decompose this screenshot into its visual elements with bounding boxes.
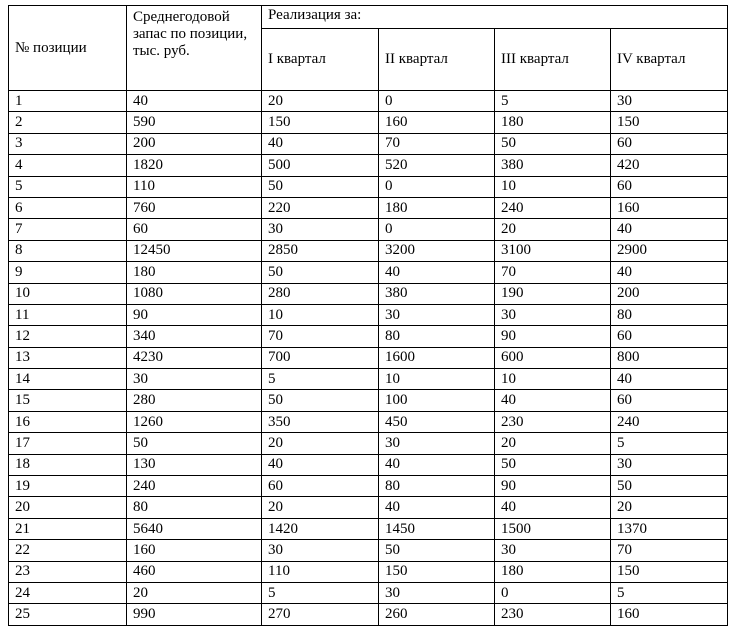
table-row (9, 176, 728, 197)
cell-q1: 20 (262, 433, 379, 454)
cell-q2: 30 (379, 433, 495, 454)
cell-q1: 30 (262, 540, 379, 561)
cell-q1: 20 (262, 91, 379, 112)
cell-q2: 1600 (379, 347, 495, 368)
cell-q3: 10 (495, 176, 611, 197)
cell-q1: 5 (262, 369, 379, 390)
cell-position: 14 (9, 369, 127, 390)
cell-position: 24 (9, 582, 127, 603)
table-row (9, 518, 728, 539)
cell-stock: 760 (127, 197, 262, 218)
cell-q4: 150 (611, 112, 728, 133)
cell-stock: 180 (127, 262, 262, 283)
cell-stock: 50 (127, 433, 262, 454)
cell-position: 15 (9, 390, 127, 411)
cell-q2: 260 (379, 604, 495, 625)
cell-q2: 0 (379, 219, 495, 240)
cell-position: 3 (9, 133, 127, 154)
cell-stock: 110 (127, 176, 262, 197)
cell-q1: 50 (262, 262, 379, 283)
cell-q3: 90 (495, 476, 611, 497)
cell-q1: 30 (262, 219, 379, 240)
header-quarter-4: IV квартал (611, 29, 728, 91)
cell-position: 19 (9, 476, 127, 497)
cell-position: 17 (9, 433, 127, 454)
cell-q1: 700 (262, 347, 379, 368)
cell-q4: 160 (611, 197, 728, 218)
table-row (9, 347, 728, 368)
cell-q3: 190 (495, 283, 611, 304)
cell-position: 25 (9, 604, 127, 625)
table-row (9, 476, 728, 497)
cell-q2: 160 (379, 112, 495, 133)
cell-q1: 40 (262, 454, 379, 475)
cell-q4: 40 (611, 369, 728, 390)
sales-table (8, 5, 728, 626)
table-row (9, 112, 728, 133)
cell-position: 9 (9, 262, 127, 283)
cell-q2: 380 (379, 283, 495, 304)
cell-q2: 40 (379, 454, 495, 475)
cell-position: 1 (9, 91, 127, 112)
cell-q3: 1500 (495, 518, 611, 539)
cell-q2: 80 (379, 326, 495, 347)
cell-q4: 60 (611, 326, 728, 347)
header-stock: Среднегодовой запас по позиции, тыс. руб. (127, 6, 262, 91)
table-row (9, 133, 728, 154)
cell-q1: 350 (262, 411, 379, 432)
table-row (9, 304, 728, 325)
table-row (9, 411, 728, 432)
cell-q4: 200 (611, 283, 728, 304)
cell-q4: 30 (611, 454, 728, 475)
cell-q3: 90 (495, 326, 611, 347)
table-row (9, 390, 728, 411)
cell-q4: 240 (611, 411, 728, 432)
cell-stock: 4230 (127, 347, 262, 368)
header-sales-group: Реализация за: (262, 6, 728, 29)
cell-position: 23 (9, 561, 127, 582)
cell-q4: 50 (611, 476, 728, 497)
cell-q4: 30 (611, 91, 728, 112)
cell-q3: 180 (495, 561, 611, 582)
cell-q1: 60 (262, 476, 379, 497)
cell-q2: 3200 (379, 240, 495, 261)
cell-position: 16 (9, 411, 127, 432)
cell-q4: 40 (611, 262, 728, 283)
cell-stock: 590 (127, 112, 262, 133)
cell-q2: 450 (379, 411, 495, 432)
header-quarter-1: I квартал (262, 29, 379, 91)
cell-q4: 70 (611, 540, 728, 561)
cell-q1: 50 (262, 390, 379, 411)
table-row (9, 369, 728, 390)
header-quarter-3: III квартал (495, 29, 611, 91)
cell-position: 2 (9, 112, 127, 133)
table-row (9, 604, 728, 625)
cell-position: 20 (9, 497, 127, 518)
table-row (9, 326, 728, 347)
cell-q2: 70 (379, 133, 495, 154)
cell-q2: 80 (379, 476, 495, 497)
cell-q1: 220 (262, 197, 379, 218)
cell-q2: 100 (379, 390, 495, 411)
cell-q1: 40 (262, 133, 379, 154)
header-quarter-2: II квартал (379, 29, 495, 91)
cell-q4: 5 (611, 582, 728, 603)
table-body (9, 91, 728, 626)
cell-q1: 500 (262, 155, 379, 176)
cell-stock: 160 (127, 540, 262, 561)
cell-q1: 10 (262, 304, 379, 325)
cell-q3: 40 (495, 390, 611, 411)
cell-position: 4 (9, 155, 127, 176)
cell-q1: 5 (262, 582, 379, 603)
cell-q3: 10 (495, 369, 611, 390)
cell-q3: 30 (495, 304, 611, 325)
table-row (9, 219, 728, 240)
cell-stock: 130 (127, 454, 262, 475)
cell-q3: 40 (495, 497, 611, 518)
cell-q4: 150 (611, 561, 728, 582)
cell-q1: 270 (262, 604, 379, 625)
cell-q1: 20 (262, 497, 379, 518)
cell-q3: 30 (495, 540, 611, 561)
table-row (9, 155, 728, 176)
cell-q2: 520 (379, 155, 495, 176)
cell-q3: 20 (495, 433, 611, 454)
cell-q2: 40 (379, 497, 495, 518)
cell-q3: 5 (495, 91, 611, 112)
cell-q4: 5 (611, 433, 728, 454)
cell-q3: 240 (495, 197, 611, 218)
cell-q2: 150 (379, 561, 495, 582)
cell-stock: 460 (127, 561, 262, 582)
cell-stock: 340 (127, 326, 262, 347)
cell-q4: 20 (611, 497, 728, 518)
cell-q2: 40 (379, 262, 495, 283)
cell-stock: 1080 (127, 283, 262, 304)
cell-position: 11 (9, 304, 127, 325)
cell-position: 22 (9, 540, 127, 561)
cell-q4: 40 (611, 219, 728, 240)
cell-q1: 2850 (262, 240, 379, 261)
cell-q1: 280 (262, 283, 379, 304)
cell-q3: 70 (495, 262, 611, 283)
table-row (9, 454, 728, 475)
cell-q4: 160 (611, 604, 728, 625)
cell-position: 13 (9, 347, 127, 368)
cell-stock: 60 (127, 219, 262, 240)
cell-stock: 20 (127, 582, 262, 603)
cell-q2: 50 (379, 540, 495, 561)
cell-position: 18 (9, 454, 127, 475)
cell-q4: 80 (611, 304, 728, 325)
cell-stock: 200 (127, 133, 262, 154)
cell-position: 5 (9, 176, 127, 197)
cell-position: 6 (9, 197, 127, 218)
header-position: № позиции (9, 6, 127, 91)
table-row (9, 540, 728, 561)
cell-q2: 180 (379, 197, 495, 218)
cell-q2: 1450 (379, 518, 495, 539)
cell-q4: 1370 (611, 518, 728, 539)
cell-q1: 50 (262, 176, 379, 197)
cell-position: 7 (9, 219, 127, 240)
cell-q4: 60 (611, 176, 728, 197)
cell-position: 21 (9, 518, 127, 539)
table-row (9, 582, 728, 603)
cell-q1: 150 (262, 112, 379, 133)
cell-stock: 30 (127, 369, 262, 390)
cell-stock: 12450 (127, 240, 262, 261)
cell-q2: 30 (379, 304, 495, 325)
cell-stock: 990 (127, 604, 262, 625)
cell-stock: 1260 (127, 411, 262, 432)
table-row (9, 283, 728, 304)
table-row (9, 433, 728, 454)
cell-q3: 600 (495, 347, 611, 368)
cell-q2: 10 (379, 369, 495, 390)
table-row (9, 240, 728, 261)
cell-q4: 60 (611, 390, 728, 411)
cell-q2: 0 (379, 176, 495, 197)
cell-q3: 0 (495, 582, 611, 603)
cell-stock: 90 (127, 304, 262, 325)
cell-stock: 240 (127, 476, 262, 497)
cell-q3: 380 (495, 155, 611, 176)
cell-q4: 60 (611, 133, 728, 154)
cell-q4: 2900 (611, 240, 728, 261)
cell-stock: 1820 (127, 155, 262, 176)
table-row (9, 497, 728, 518)
cell-q2: 0 (379, 91, 495, 112)
cell-position: 8 (9, 240, 127, 261)
cell-q4: 800 (611, 347, 728, 368)
cell-q1: 1420 (262, 518, 379, 539)
table-row (9, 561, 728, 582)
cell-q4: 420 (611, 155, 728, 176)
cell-stock: 280 (127, 390, 262, 411)
cell-position: 12 (9, 326, 127, 347)
cell-q3: 180 (495, 112, 611, 133)
cell-q3: 230 (495, 411, 611, 432)
cell-q3: 3100 (495, 240, 611, 261)
cell-q1: 110 (262, 561, 379, 582)
cell-q3: 20 (495, 219, 611, 240)
cell-q3: 50 (495, 133, 611, 154)
cell-q2: 30 (379, 582, 495, 603)
cell-stock: 80 (127, 497, 262, 518)
cell-q3: 50 (495, 454, 611, 475)
table-header (9, 6, 728, 91)
cell-q3: 230 (495, 604, 611, 625)
cell-stock: 40 (127, 91, 262, 112)
cell-position: 10 (9, 283, 127, 304)
cell-stock: 5640 (127, 518, 262, 539)
table-row (9, 91, 728, 112)
table-row (9, 197, 728, 218)
cell-q1: 70 (262, 326, 379, 347)
table-row (9, 262, 728, 283)
